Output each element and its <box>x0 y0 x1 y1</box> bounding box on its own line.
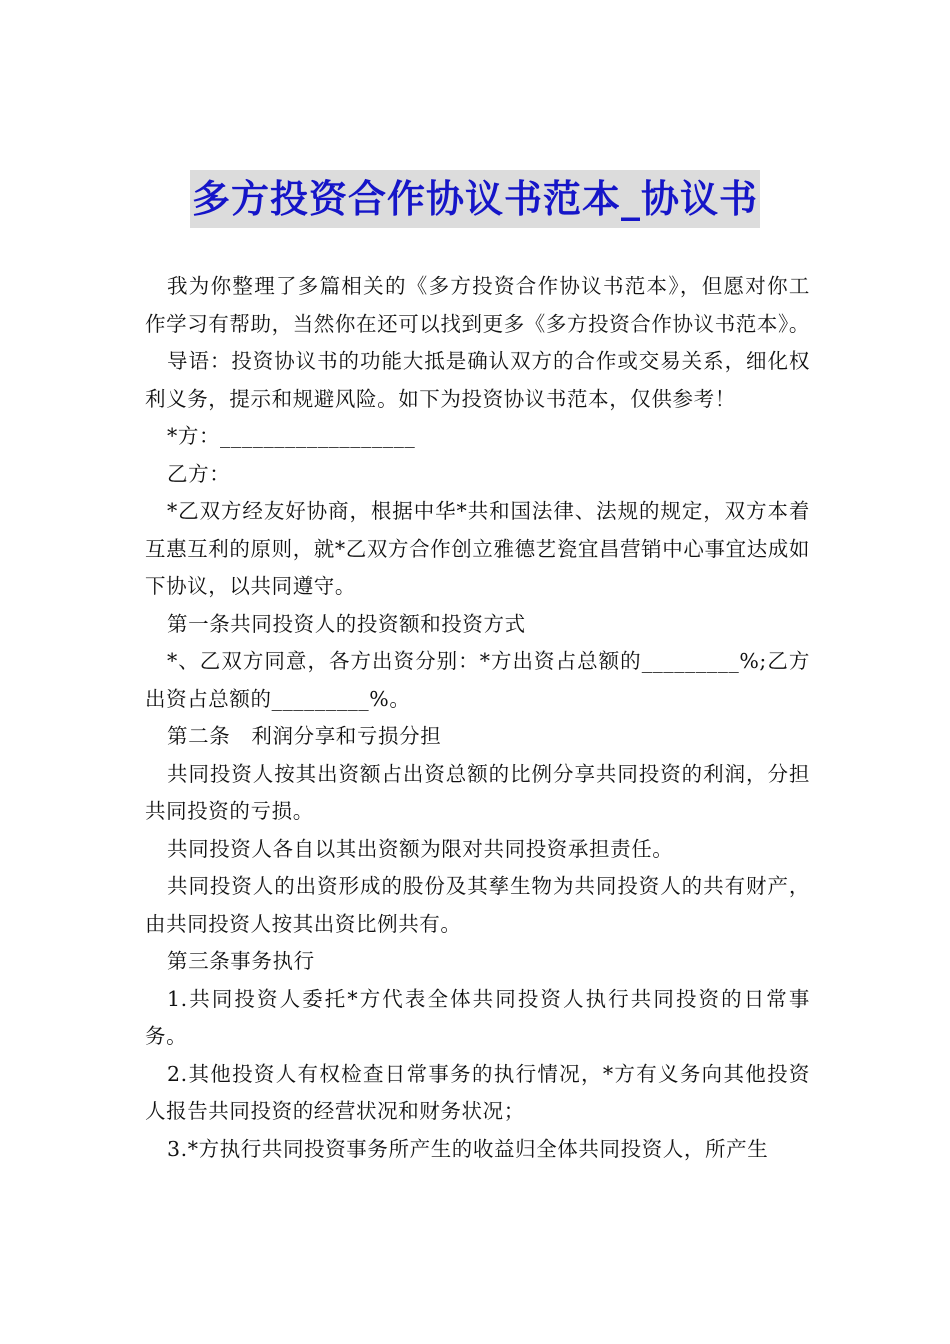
paragraph-article-2-body-2: 共同投资人各自以其出资额为限对共同投资承担责任。 <box>167 836 674 861</box>
paragraph-guide: 导语：投资协议书的功能大抵是确认双方的合作或交易关系，细化权利义务，提示和规避风险。如下为投资协议书范本，仅供参考！ <box>145 349 810 411</box>
title-block <box>0 170 950 228</box>
paragraph-article-3-item-2: 2.其他投资人有权检查日常事务的执行情况，*方有义务向其他投资人报告共同投资的经营状况和财务状况； <box>145 1061 810 1123</box>
paragraph-article-1-body: *、乙双方同意，各方出资分别：*方出资占总额的_________%;乙方出资占总额的_________%。 <box>145 649 810 711</box>
document-body <box>145 268 810 1168</box>
paragraph-article-2-body-1: 共同投资人按其出资额占出资总额的比例分享共同投资的利润，分担共同投资的亏损。 <box>145 761 810 823</box>
paragraph-article-3-heading: 第三条事务执行 <box>167 949 315 973</box>
paragraph-preamble: *乙双方经友好协商，根据中华*共和国法律、法规的规定，双方本着互惠互利的原则，就*乙双方合作创立雅德艺瓷宜昌营销中心事宜达成如下协议，以共同遵守。 <box>145 499 810 598</box>
paragraph-article-1-heading: 第一条共同投资人的投资额和投资方式 <box>167 611 526 636</box>
document-title: 多方投资合作协议书范本_协议书 <box>190 170 760 228</box>
paragraph-article-3-item-3: 3.*方执行共同投资事务所产生的收益归全体共同投资人，所产生 <box>167 1136 769 1161</box>
paragraph-article-2-body-3: 共同投资人的出资形成的股份及其孳生物为共同投资人的共有财产，由共同投资人按其出资比例共有。 <box>145 874 810 936</box>
paragraph-intro: 我为你整理了多篇相关的《多方投资合作协议书范本》，但愿对你工作学习有帮助，当然你在还可以找到更多《多方投资合作协议书范本》。 <box>145 274 810 336</box>
paragraph-party-a: *方：__________________ <box>167 424 416 448</box>
paragraph-article-2-heading: 第二条 利润分享和亏损分担 <box>167 724 442 748</box>
paragraph-party-b: 乙方： <box>167 461 231 486</box>
paragraph-article-3-item-1: 1.共同投资人委托*方代表全体共同投资人执行共同投资的日常事务。 <box>145 986 810 1048</box>
